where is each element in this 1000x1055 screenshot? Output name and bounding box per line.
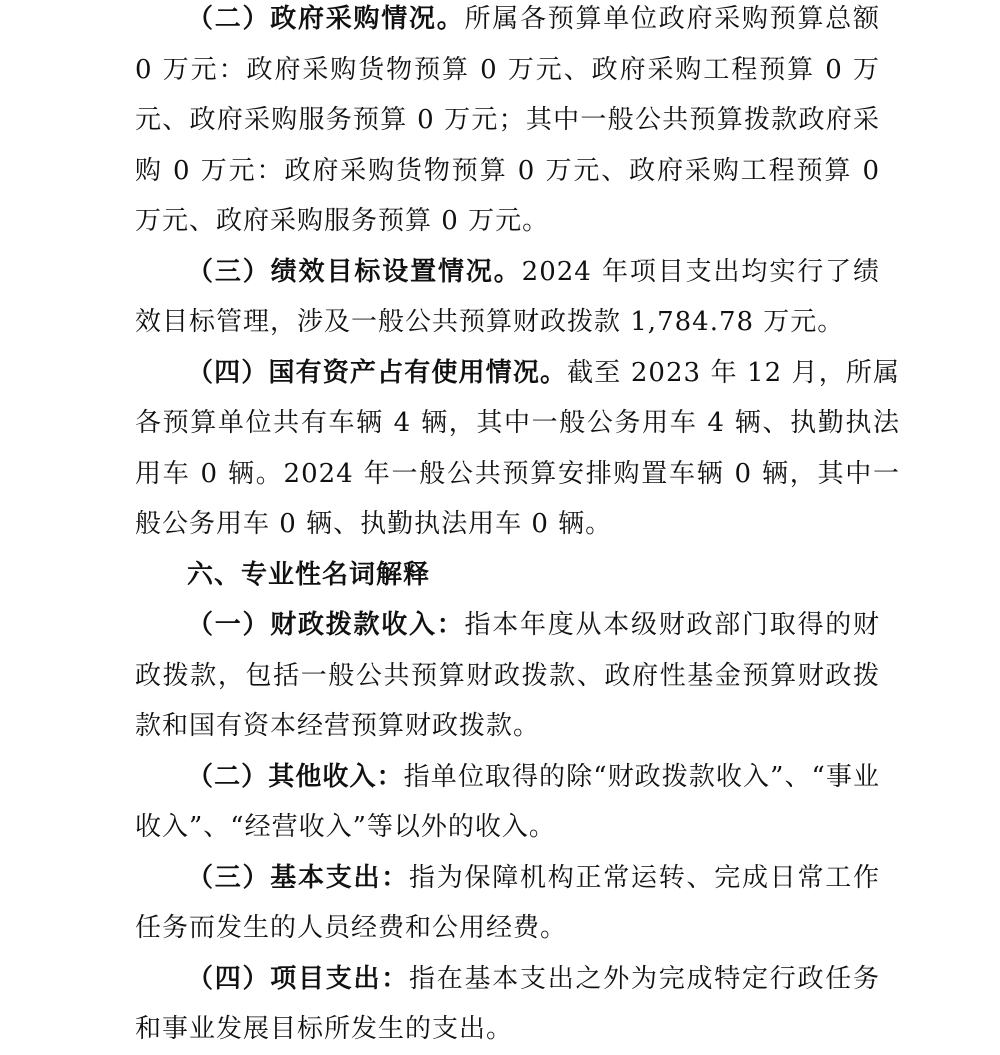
definition-body: 指在基本支出之外为完成特定行政任务和事业发展目标所发生的支出。 [135,963,880,1044]
definition-body: 指单位取得的除“财政拨款收入”、“事业收入”、“经营收入”等以外的收入。 [135,761,880,842]
definition-term: （二）其他收入： [187,761,404,792]
definition-term: （三）基本支出： [187,862,409,893]
definition-term: （四）项目支出： [187,963,409,994]
paragraph-lead: （三）绩效目标设置情况。 [187,256,522,287]
paragraph-body: 截至 2023 年 12 月，所属各预算单位共有车辆 4 辆，其中一般公务用车 4 辆、执勤执法用车 0 辆。2024 年一般公共预算安排购置车辆 0 辆，其中一般公务用车 0 辆、执勤执法用车 0 辆。 [135,357,900,539]
definition-term: （一）财政拨款收入： [187,610,465,640]
section-heading: 六、专业性名词解释 [187,559,431,590]
paragraph-lead: （四）国有资产占有使用情况。 [187,357,568,388]
definition-body: 指为保障机构正常运转、完成日常工作任务而发生的人员经费和公用经费。 [135,862,880,943]
paragraph-state-assets [135,348,900,550]
paragraph-body: 2024 年项目支出均实行了绩效目标管理，涉及一般公共预算财政拨款 1,784.78 万元。 [135,256,880,337]
paragraph-body: 所属各预算单位政府采购预算总额 0 万元：政府采购货物预算 0 万元、政府采购工程预算 0 万元、政府采购服务预算 0 万元；其中一般公共预算拨款政府采购 0 万元：政府采购货物预算 0 万元、政府采购工程预算 0 万元、政府采购服务预算 0 万元。 [135,4,880,236]
paragraph-government-procurement [135,0,880,247]
definition-fiscal-appropriation-income [135,600,880,752]
definition-basic-expenditure [135,853,880,954]
paragraph-performance-targets [135,247,880,348]
paragraph-lead: （二）政府采购情况。 [187,4,465,34]
definition-other-income [135,752,880,853]
definition-project-expenditure [135,954,880,1055]
document-page [135,0,900,1055]
definition-body: 指本年度从本级财政部门取得的财政拨款，包括一般公共预算财政拨款、政府性基金预算财政拨款和国有资本经营预算财政拨款。 [135,610,880,741]
